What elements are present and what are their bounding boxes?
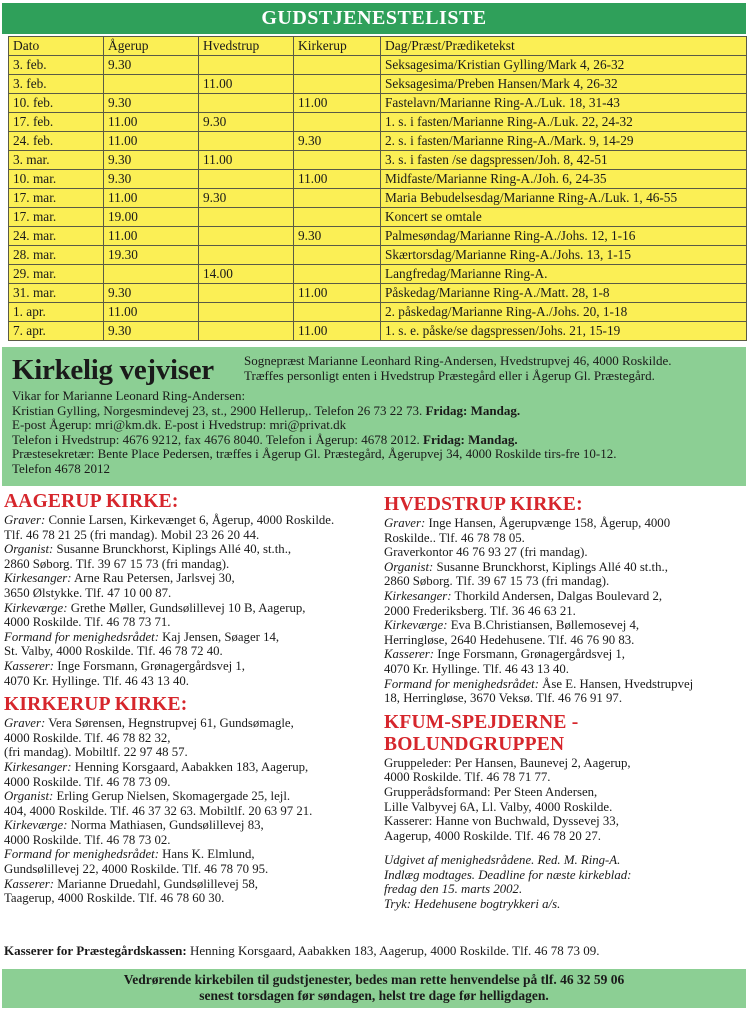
schedule-header-cell: Dag/Præst/Prædiketekst: [381, 37, 747, 56]
schedule-cell: [199, 322, 294, 341]
schedule-cell: 17. mar.: [9, 189, 104, 208]
schedule-cell: [199, 170, 294, 189]
contact-line: 2860 Søborg. Tlf. 39 67 15 73 (fri mandag).: [384, 574, 610, 589]
schedule-row: [9, 227, 747, 246]
contact-line: 4000 Roskilde. Tlf. 46 78 82 32,: [4, 730, 171, 745]
schedule-cell: 9.30: [104, 56, 199, 75]
schedule-cell: 11.00: [104, 113, 199, 132]
contact-line: [4, 716, 374, 731]
schedule-cell: 28. mar.: [9, 246, 104, 265]
schedule-cell: Langfredag/Marianne Ring-A.: [381, 265, 747, 284]
schedule-cell: 1. s. e. påske/se dagspressen/Johs. 21, 15-19: [381, 322, 747, 341]
contact-text: Inge Hansen, Ågerupvænge 158, Ågerup, 4000: [428, 516, 671, 530]
contact-line: 4000 Roskilde. Tlf. 46 78 73 71.: [4, 615, 171, 630]
contact-line: 4000 Roskilde. Tlf. 46 78 73 09.: [4, 774, 171, 789]
contact-text: Norma Mathiasen, Gundsølillevej 83,: [70, 818, 264, 833]
contact-line: 4000 Roskilde. Tlf. 46 78 71 77.: [384, 770, 551, 785]
schedule-cell: [294, 303, 381, 322]
schedule-cell: 7. apr.: [9, 322, 104, 341]
contact-text: Eva B.Christiansen, Bøllemosevej 4,: [450, 618, 640, 633]
schedule-cell: [199, 56, 294, 75]
schedule-cell: Maria Bebudelsesdag/Marianne Ring-A./Luk. 1, 46-55: [381, 189, 747, 208]
schedule-cell: Midfaste/Marianne Ring-A./Joh. 6, 24-35: [381, 170, 747, 189]
contact-text: Susanne Brunckhorst, Kiplings Allé 40 st.th.,: [436, 559, 668, 574]
contact-line: St. Valby, 4000 Roskilde. Tlf. 46 78 72 40.: [4, 644, 223, 659]
schedule-cell: 1. s. i fasten/Marianne Ring-A./Luk. 22, 24-32: [381, 113, 747, 132]
contact-text: Hans K. Elmlund,: [162, 847, 255, 862]
role-label: Kirkesanger:: [4, 759, 72, 774]
schedule-row: [9, 113, 747, 132]
contact-line: (fri mandag). Mobiltlf. 22 97 48 57.: [4, 745, 188, 760]
schedule-cell: 14.00: [199, 265, 294, 284]
vejviser-text: Kristian Gylling, Norgesmindevej 23, st., 2900 Hellerup,. Telefon 26 73 22 73.: [12, 402, 426, 418]
schedule-cell: 2. s. i fasten/Marianne Ring-A./Mark. 9, 14-29: [381, 132, 747, 151]
schedule-cell: 9.30: [104, 322, 199, 341]
schedule-header-cell: Dato: [9, 37, 104, 56]
aagerup-heading: AAGERUP KIRKE:: [4, 491, 179, 512]
schedule-header-cell: Hvedstrup: [199, 37, 294, 56]
vejviser-intro: [244, 353, 744, 383]
contact-line: Herringløse, 2640 Hedehusene. Tlf. 46 76 90 83.: [384, 632, 635, 647]
schedule-cell: [294, 75, 381, 94]
schedule-row: [9, 284, 747, 303]
schedule-cell: 3. s. i fasten /se dagspressen/Joh. 8, 42-51: [381, 151, 747, 170]
schedule-cell: [104, 75, 199, 94]
praestegaard-label: Kasserer for Præstegårdskassen:: [4, 943, 187, 958]
contact-line: [4, 542, 374, 557]
schedule-cell: 11.00: [104, 189, 199, 208]
schedule-cell: 11.00: [199, 151, 294, 170]
schedule-cell: [199, 94, 294, 113]
contact-line: [384, 618, 746, 633]
schedule-cell: 11.00: [294, 322, 381, 341]
role-label: Kirkesanger:: [4, 571, 72, 586]
schedule-cell: 9.30: [104, 94, 199, 113]
contact-line: [4, 760, 374, 775]
schedule-cell: Fastelavn/Marianne Ring-A./Luk. 18, 31-43: [381, 94, 747, 113]
schedule-row: [9, 132, 747, 151]
schedule-cell: Seksagesima/Preben Hansen/Mark 4, 26-32: [381, 75, 747, 94]
praestegaard-value: Henning Korsgaard, Aabakken 183, Aagerup, 4000 Roskilde. Tlf. 46 78 73 09.: [189, 943, 600, 958]
colophon-text: fredag den 15. marts 2002.: [384, 882, 523, 897]
contact-line: 4000 Roskilde. Tlf. 46 78 73 02.: [4, 832, 171, 847]
schedule-cell: 3. feb.: [9, 75, 104, 94]
contact-text: Grethe Møller, Gundsølillevej 10 B, Aagerup,: [70, 600, 306, 615]
schedule-cell: 9.30: [104, 151, 199, 170]
schedule-header-cell: Kirkerup: [294, 37, 381, 56]
schedule-row: [9, 75, 747, 94]
vejviser-details: [12, 389, 737, 477]
footer-line: senest torsdagen før søndagen, helst tre dage før helligdagen.: [199, 988, 549, 1003]
schedule-header-row: [9, 37, 747, 56]
schedule-cell: 24. mar.: [9, 227, 104, 246]
contact-line: 2860 Søborg. Tlf. 39 67 15 73 (fri mandag).: [4, 556, 230, 571]
contact-text: Thorkild Andersen, Dalgas Boulevard 2,: [454, 588, 663, 603]
schedule-row: [9, 151, 747, 170]
schedule-cell: 3. mar.: [9, 151, 104, 170]
role-label: Graver:: [384, 516, 426, 530]
contact-line: 4070 Kr. Hyllinge. Tlf. 46 43 13 40.: [384, 661, 569, 676]
schedule-row: [9, 265, 747, 284]
contact-line: Aagerup, 4000 Roskilde. Tlf. 46 78 20 27.: [384, 828, 601, 843]
vejviser-line: Telefon 4678 2012: [12, 460, 111, 476]
schedule-cell: [294, 189, 381, 208]
schedule-body: [9, 56, 747, 341]
schedule-cell: [294, 208, 381, 227]
schedule-cell: 19.00: [104, 208, 199, 227]
schedule-cell: 19.30: [104, 246, 199, 265]
schedule-cell: [294, 246, 381, 265]
left-column: [4, 491, 374, 906]
schedule-cell: 11.00: [104, 303, 199, 322]
schedule-cell: [294, 265, 381, 284]
schedule-row: [9, 189, 747, 208]
contact-line: Gundsølillevej 22, 4000 Roskilde. Tlf. 46 78 70 95.: [4, 862, 269, 877]
service-schedule-table: [8, 36, 747, 341]
role-label: Kirkeværge:: [4, 818, 68, 833]
contact-text: Marianne Druedahl, Gundsølillevej 58,: [57, 876, 259, 891]
contact-line: 404, 4000 Roskilde. Tlf. 46 37 32 63. Mobiltlf. 20 63 97 21.: [4, 803, 313, 818]
colophon-line: [384, 897, 746, 912]
vejviser-title: Kirkelig vejviser: [12, 354, 214, 386]
role-label: Kasserer:: [384, 647, 435, 662]
vejviser-line: [12, 404, 737, 419]
schedule-cell: 11.00: [294, 94, 381, 113]
schedule-row: [9, 208, 747, 227]
contact-line: Taagerup, 4000 Roskilde. Tlf. 46 78 60 30.: [4, 891, 225, 906]
schedule-cell: [199, 284, 294, 303]
contact-text: Susanne Brunckhorst, Kiplings Allé 40, st.th.,: [56, 542, 292, 557]
contact-text: Inge Forsmann, Grønagergårdsvej 1,: [437, 647, 625, 662]
schedule-cell: 3. feb.: [9, 56, 104, 75]
contact-text: Kaj Jensen, Søager 14,: [162, 629, 280, 644]
vejviser-fridag: Fridag: Mandag.: [425, 402, 521, 418]
role-label: Kirkesanger:: [384, 588, 452, 603]
role-label: Kirkeværge:: [4, 600, 68, 615]
colophon-text: Indlæg modtages. Deadline for næste kirkeblad:: [384, 867, 632, 882]
contact-line: [384, 589, 746, 604]
contact-text: Arne Rau Petersen, Jarlsvej 30,: [74, 571, 235, 586]
contact-line: Graverkontor 46 76 93 27 (fri mandag).: [384, 545, 588, 560]
schedule-cell: 10. feb.: [9, 94, 104, 113]
contact-line: 2000 Frederiksberg. Tlf. 36 46 63 21.: [384, 603, 576, 618]
schedule-row: [9, 56, 747, 75]
vejviser-line: [12, 433, 737, 448]
schedule-row: [9, 170, 747, 189]
schedule-cell: 11.00: [294, 170, 381, 189]
schedule-cell: 17. feb.: [9, 113, 104, 132]
schedule-row: [9, 303, 747, 322]
vejviser-email-line: E-post Ågerup: mri@km.dk. E-post i Hvedstrup: mri@privat.dk: [12, 417, 347, 433]
schedule-cell: Skærtorsdag/Marianne Ring-A./Johs. 13, 1-15: [381, 246, 747, 265]
schedule-cell: 9.30: [199, 113, 294, 132]
colophon-line: [384, 853, 746, 868]
schedule-cell: 9.30: [294, 227, 381, 246]
contact-line: Kasserer: Hanne von Buchwald, Dyssevej 33,: [384, 814, 619, 829]
contact-line: Tlf. 46 78 21 25 (fri mandag). Mobil 23 26 20 44.: [4, 527, 260, 542]
footer-line: Vedrørende kirkebilen til gudstjenester, bedes man rette henvendelse på tlf. 46 32 59 06: [123, 972, 625, 987]
contact-line: 4070 Kr. Hyllinge. Tlf. 46 43 13 40.: [4, 673, 189, 688]
schedule-row: [9, 94, 747, 113]
contact-line: [384, 677, 746, 692]
schedule-cell: [104, 265, 199, 284]
contact-line: [4, 630, 374, 645]
schedule-cell: 31. mar.: [9, 284, 104, 303]
schedule-cell: 29. mar.: [9, 265, 104, 284]
contact-line: Grupperådsformand: Per Steen Andersen,: [384, 784, 598, 799]
role-label: Graver:: [4, 716, 46, 731]
kirkebil-footer: [2, 969, 746, 1008]
colophon-text: Udgivet af menighedsrådene. Red. M. Ring-A.: [384, 853, 621, 868]
schedule-cell: Påskedag/Marianne Ring-A./Matt. 28, 1-8: [381, 284, 747, 303]
schedule-cell: 1. apr.: [9, 303, 104, 322]
hvedstrup-heading: HVEDSTRUP KIRKE:: [384, 494, 583, 515]
contact-line: [4, 571, 374, 586]
kirkelig-vejviser-box: [2, 347, 746, 486]
schedule-cell: 9.30: [294, 132, 381, 151]
schedule-row: [9, 322, 747, 341]
right-column: [384, 494, 746, 912]
schedule-cell: 17. mar.: [9, 208, 104, 227]
role-label: Formand for menighedsrådet:: [384, 676, 539, 691]
role-label: Organist:: [384, 559, 434, 574]
contact-line: [384, 647, 746, 662]
schedule-cell: 2. påskedag/Marianne Ring-A./Johs. 20, 1-18: [381, 303, 747, 322]
kirkerup-heading: KIRKERUP KIRKE:: [4, 694, 188, 716]
role-label: Formand for menighedsrådet:: [4, 847, 159, 862]
contact-text: Erling Gerup Nielsen, Skomagergade 25, lejl.: [56, 789, 291, 804]
schedule-cell: [294, 113, 381, 132]
schedule-cell: 9.30: [104, 170, 199, 189]
contact-line: Roskilde.. Tlf. 46 78 78 05.: [384, 530, 525, 545]
contact-line: [4, 789, 374, 804]
contact-line: [4, 818, 374, 833]
schedule-cell: [294, 151, 381, 170]
contact-line: Gruppeleder: Per Hansen, Baunevej 2, Aagerup,: [384, 755, 631, 770]
page-banner: GUDSTJENESTELISTE: [2, 3, 746, 34]
schedule-cell: [199, 303, 294, 322]
vejviser-line: Vikar for Marianne Leonard Ring-Andersen:: [12, 388, 246, 403]
contact-line: [4, 513, 374, 528]
praestegaard-kasserer: [2, 943, 748, 958]
schedule-cell: 9.30: [104, 284, 199, 303]
role-label: Graver:: [4, 513, 46, 527]
schedule-cell: [199, 132, 294, 151]
schedule-cell: 9.30: [199, 189, 294, 208]
contact-line: [4, 601, 374, 616]
schedule-header-cell: Ågerup: [104, 37, 199, 56]
schedule-cell: 10. mar.: [9, 170, 104, 189]
schedule-cell: 11.00: [104, 227, 199, 246]
role-label: Organist:: [4, 789, 54, 804]
colophon-line: [384, 882, 746, 897]
vejviser-intro-line: Sognepræst Marianne Leonhard Ring-Andersen, Hvedstrupvej 46, 4000 Roskilde.: [244, 353, 672, 368]
vejviser-intro-line: Træffes personligt enten i Hvedstrup Præstegård eller i Ågerup Gl. Præstegård.: [244, 368, 655, 383]
contact-line: 3650 Ølstykke. Tlf. 47 10 00 87.: [4, 585, 172, 600]
role-label: Formand for menighedsrådet:: [4, 629, 159, 644]
schedule-cell: Seksagesima/Kristian Gylling/Mark 4, 26-32: [381, 56, 747, 75]
role-label: Kasserer:: [4, 658, 55, 673]
role-label: Kasserer:: [4, 876, 55, 891]
contact-line: [384, 516, 746, 531]
kfum-heading: KFUM-SPEJDERNE -: [384, 711, 579, 733]
vejviser-line: Præstesekretær: Bente Place Pedersen, træffes i Ågerup Gl. Præstegård, Ågerupvej 34, 4000 Roskilde tirs-fre 10-12.: [12, 446, 617, 462]
kfum-heading: BOLUNDGRUPPEN: [384, 733, 565, 755]
schedule-cell: 11.00: [104, 132, 199, 151]
vejviser-fridag: Fridag: Mandag.: [423, 431, 518, 447]
contact-text: Inge Forsmann, Grønagergårdsvej 1,: [57, 658, 245, 673]
schedule-cell: [294, 56, 381, 75]
schedule-cell: Koncert se omtale: [381, 208, 747, 227]
colophon-line: [384, 868, 746, 883]
role-label: Organist:: [4, 542, 54, 557]
schedule-cell: [199, 246, 294, 265]
schedule-cell: [199, 208, 294, 227]
contact-text: Henning Korsgaard, Aabakken 183, Aagerup,: [74, 759, 309, 774]
contact-text: Vera Sørensen, Hegnstrupvej 61, Gundsømagle,: [48, 716, 294, 731]
contact-line: [4, 659, 374, 674]
contact-line: [384, 560, 746, 575]
contact-text: Connie Larsen, Kirkevænget 6, Ågerup, 4000 Roskilde.: [48, 513, 335, 527]
vejviser-text: Telefon i Hvedstrup: 4676 9212, fax 4676 8040. Telefon i Ågerup: 4678 2012.: [12, 431, 423, 447]
contact-text: Åse E. Hansen, Hvedstrupvej: [542, 676, 694, 691]
schedule-cell: 11.00: [199, 75, 294, 94]
schedule-cell: [199, 227, 294, 246]
contact-line: [4, 847, 374, 862]
schedule-cell: 24. feb.: [9, 132, 104, 151]
schedule-cell: 11.00: [294, 284, 381, 303]
role-label: Kirkeværge:: [384, 618, 448, 633]
schedule-cell: Palmesøndag/Marianne Ring-A./Johs. 12, 1-16: [381, 227, 747, 246]
schedule-row: [9, 246, 747, 265]
contact-line: [4, 877, 374, 892]
colophon-text: Tryk: Hedehusene bogtrykkeri a/s.: [384, 897, 561, 912]
contact-line: 18, Herringløse, 3670 Veksø. Tlf. 46 76 91 97.: [384, 691, 623, 706]
contact-line: Lille Valbyvej 6A, Ll. Valby, 4000 Roskilde.: [384, 799, 613, 814]
